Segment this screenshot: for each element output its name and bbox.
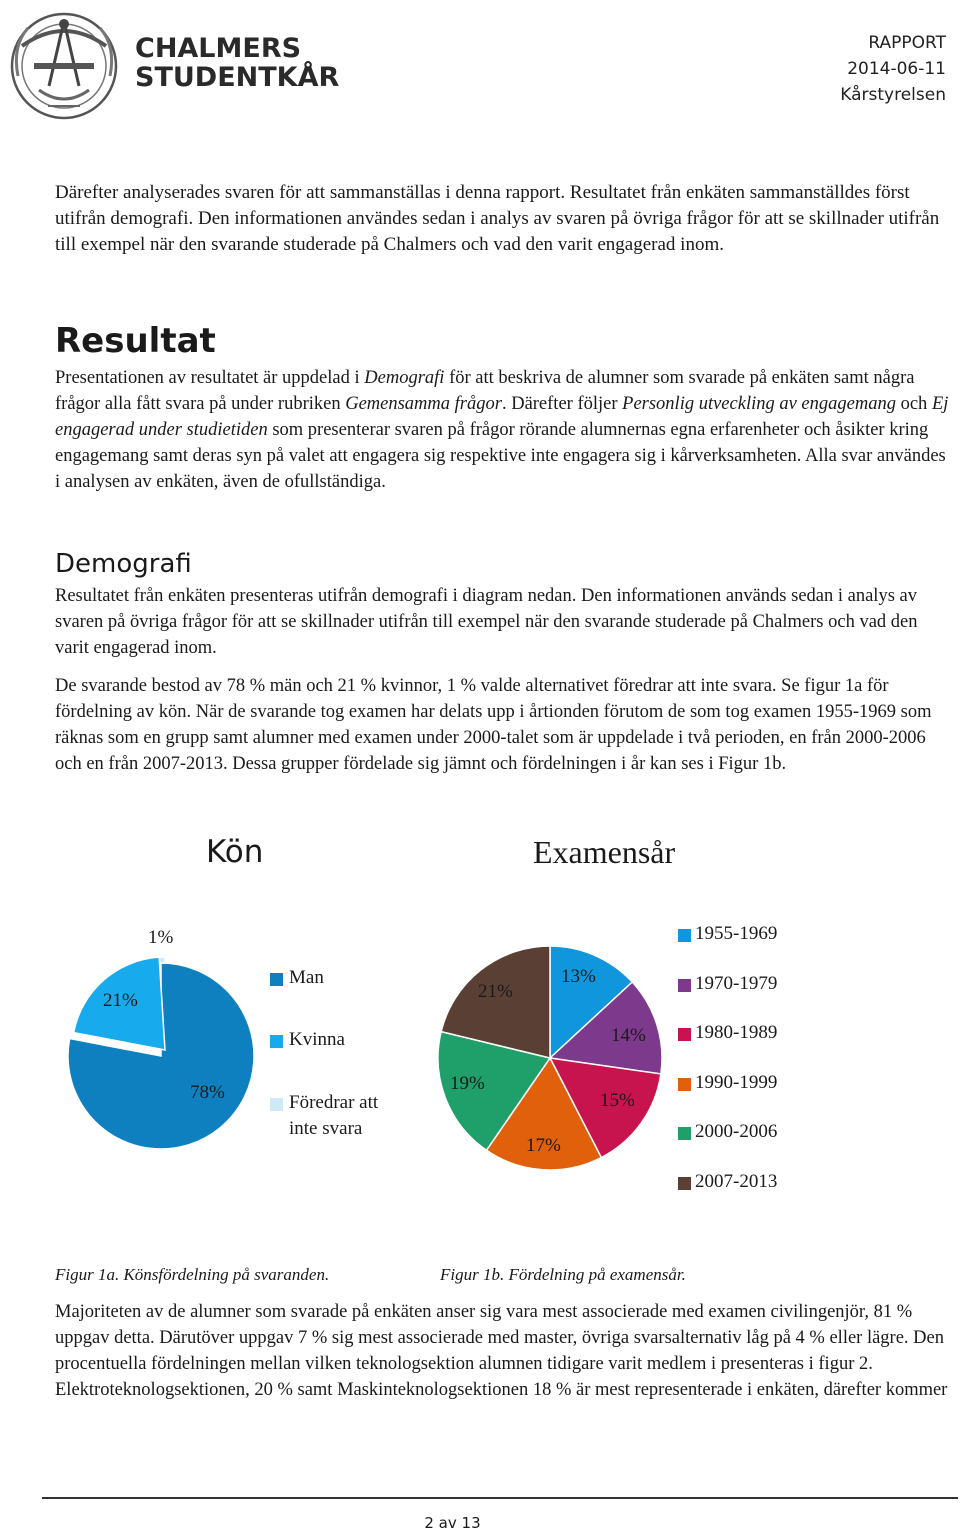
demografi-paragraph-1: Resultatet från enkäten presenteras utifrån demografi i diagram nedan. Den informationen används sedan i analys av svaren på övriga frågor för att se skillnader utifrån till exempel när den svarande studerade på Chalmers och vad den varit engagerad inom. bbox=[55, 586, 918, 658]
legend-swatch-1955-1969 bbox=[678, 929, 691, 942]
brand-line-1: CHALMERS bbox=[135, 33, 302, 64]
doc-author: Kårstyrelsen bbox=[840, 85, 946, 105]
caption-figure-1a: Figur 1a. Könsfördelning på svaranden. bbox=[55, 1265, 330, 1284]
legend-label-kvinna: Kvinna bbox=[289, 1029, 345, 1050]
legend-swatch-foredrar bbox=[270, 1098, 283, 1111]
section-heading-demografi: Demografi bbox=[55, 549, 192, 579]
exam-slice-label-1990: 17% bbox=[526, 1135, 561, 1156]
exam-slice-label-1980: 15% bbox=[600, 1090, 635, 1111]
legend-label-2007-2013: 2007-2013 bbox=[695, 1171, 778, 1192]
legend-swatch-1980-1989 bbox=[678, 1028, 691, 1041]
legend-swatch-2000-2006 bbox=[678, 1127, 691, 1140]
chalmers-seal-icon bbox=[4, 6, 126, 124]
kon-slice-label-man: 78% bbox=[190, 1082, 225, 1103]
footer-divider bbox=[42, 1497, 958, 1499]
intro-paragraph: Därefter analyserades svaren för att sammanställas i denna rapport. Resultatet från enkäten sammanställdes först utifrån demografi. Den informationen användes sedan i analys av svaren på övriga frågor för att se skillnader utifrån till exempel när den svarande studerade på Chalmers och vad den varit engagerad inom. bbox=[55, 182, 940, 255]
pie-chart-kon bbox=[60, 945, 270, 1155]
chart-title-examensar: Examensår bbox=[533, 834, 676, 870]
resultat-paragraph: Presentationen av resultatet är uppdelad i Demografi för att beskriva de alumner som svarade på enkäten samt några frågor alla fått svara på under rubriken Gemensamma frågor. Därefter följer Personlig utveckling av engagemang och Ej engagerad under studietiden som presenterar svaren på frågor rörande alumnernas egna erfarenheter och åsikter kring engagemang samt deras syn på valet att engagera sig respektive inte engagera sig i kårverksamheten. Alla svar användes i analysen av enkäten, även de ofullständiga. bbox=[55, 368, 949, 492]
section-heading-resultat: Resultat bbox=[55, 321, 216, 361]
doc-type: RAPPORT bbox=[868, 33, 946, 53]
exam-slice-label-1970: 14% bbox=[611, 1025, 646, 1046]
brand-wordmark bbox=[135, 34, 339, 92]
legend-swatch-1990-1999 bbox=[678, 1078, 691, 1091]
legend-swatch-2007-2013 bbox=[678, 1177, 691, 1190]
legend-label-1970-1979: 1970-1979 bbox=[695, 973, 778, 994]
legend-label-1990-1999: 1990-1999 bbox=[695, 1072, 778, 1093]
legend-label-foredrar: Föredrar att inte svara bbox=[289, 1092, 379, 1139]
legend-label-2000-2006: 2000-2006 bbox=[695, 1121, 778, 1142]
kon-slice-label-kvinna: 21% bbox=[103, 990, 138, 1011]
page-number: 2 av 13 bbox=[424, 1514, 481, 1532]
legend-label-1955-1969: 1955-1969 bbox=[695, 923, 778, 944]
header-meta bbox=[840, 30, 946, 108]
exam-slice-label-2007: 21% bbox=[478, 981, 513, 1002]
closing-paragraph: Majoriteten av de alumner som svarade på enkäten anser sig vara mest associerade med examen civilingenjör, 81 % uppgav detta. Därutöver uppgav 7 % sig mest associerade med master, övriga svarsalternativ låg på 4 % eller lägre. Den procentuella fördelningen mellan vilken teknologsektion alumnen tidigare varit medlem i presenteras i figur 2. Elektroteknologsektionen, 20 % samt Maskinteknologsektionen 18 % är mest representerade i enkäten, därefter kommer bbox=[55, 1302, 948, 1400]
exam-slice-label-2000: 19% bbox=[450, 1073, 485, 1094]
legend-swatch-kvinna bbox=[270, 1035, 283, 1048]
exam-slice-label-1955: 13% bbox=[561, 966, 596, 987]
demografi-paragraph-2: De svarande bestod av 78 % män och 21 % kvinnor, 1 % valde alternativet föredrar att inte svara. Se figur 1a för fördelning av kön. När de svarande tog examen har delats upp i årtionden förutom de som tog examen 1955-1969 som räknas som en grupp samt alumner med examen under 2000-talet som är uppdelade i två perioden, en från 2000-2006 och en från 2007-2013. Dessa grupper fördelade sig jämnt och fördelningen i år kan ses i Figur 1b. bbox=[55, 676, 932, 774]
chart-title-kon: Kön bbox=[206, 834, 264, 870]
kon-slice-label-foredrar: 1% bbox=[148, 927, 174, 948]
caption-figure-1b: Figur 1b. Fördelning på examensår. bbox=[440, 1265, 686, 1284]
legend-swatch-1970-1979 bbox=[678, 979, 691, 992]
doc-date: 2014-06-11 bbox=[847, 59, 946, 79]
legend-label-man: Man bbox=[289, 967, 324, 988]
legend-swatch-man bbox=[270, 973, 283, 986]
brand-line-2: STUDENTKÅR bbox=[135, 62, 340, 93]
legend-label-1980-1989: 1980-1989 bbox=[695, 1022, 778, 1043]
